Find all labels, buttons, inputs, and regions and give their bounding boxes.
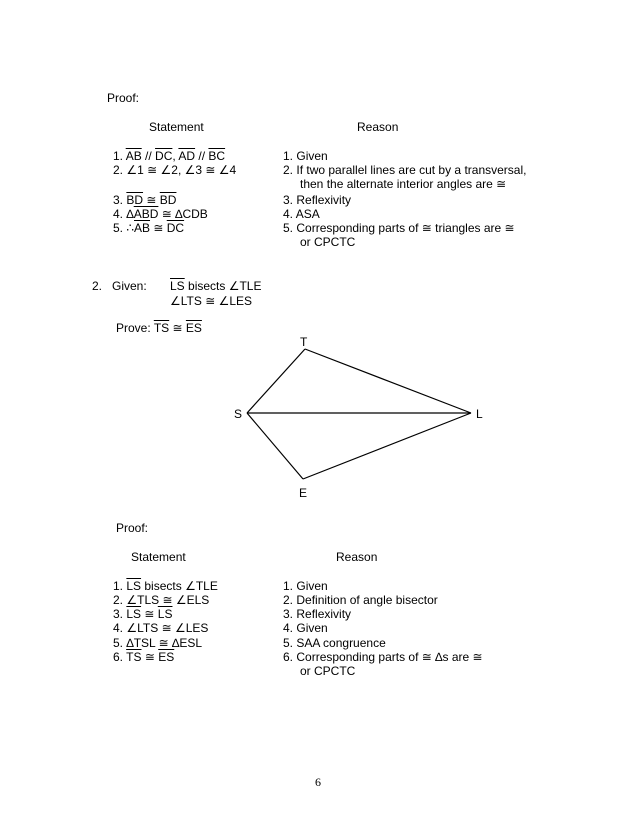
reason-text: Given [296,149,328,163]
parallel-symbol: // [195,149,209,163]
proof2-reason-5 [283,636,386,650]
segment: $\overline{LS}$ [157,607,173,621]
statement-text: ∠TLS ≅ ∠ELS [126,593,210,607]
triangle-name: $\overline{ABD}$ [133,207,159,221]
reason-text: Reflexivity [296,193,352,207]
segment: $\overline{BC}$ [208,149,226,163]
segment: $\overline{DC}$ [166,221,185,235]
statement-number: 2. [113,163,124,177]
segment: $\overline{DC}$ [155,149,173,163]
segment: $\overline{BD}$ [159,193,177,207]
proof2-statement-2 [113,593,209,607]
proof1-label: Proof: [107,91,140,105]
proof2-reason-3 [283,607,351,621]
reason-number: 6. [283,650,294,664]
statement-text: ∠1 ≅ ∠2, ∠3 ≅ ∠4 [126,163,237,177]
statement-text: ∆TSL ≅ ∆ESL [126,636,203,650]
proof1-reason-header: Reason [357,120,399,134]
vertex-label-S: S [234,407,243,421]
reason-text: Given [296,579,328,593]
parallel-symbol: // [141,149,156,163]
reason-number: 1. [283,149,294,163]
proof2-statement-header: Statement [131,550,186,564]
segment: $\overline{ES}$ [158,650,175,664]
reason-number: 2. [283,163,294,177]
vertex-label-E: E [299,486,308,500]
reason-number: 3. [283,193,294,207]
congruent-symbol: ≅ [143,193,160,207]
statement-number: 5. [113,221,124,235]
proof1-reason-5-continued: or CPCTC [300,235,356,249]
reason-number: 4. [283,207,294,221]
reason-text: SAA congruence [296,636,386,650]
segment: $\overline{LS}$ [170,279,185,293]
segment: $\overline{AB}$ [125,149,142,163]
reason-text: Reflexivity [296,607,352,621]
proof1-reason-2-continued: then the alternate interior angles are ≅ [300,177,507,191]
given-label: Given: [112,279,147,293]
statement-number: 4. [113,207,124,221]
statement-number: 6. [113,650,124,664]
given-2: ∠LTS ≅ ∠LES [170,294,253,308]
proof2-label: Proof: [116,521,149,535]
segment: $\overline{LS}$ [126,607,142,621]
problem-number: 2. [92,279,103,293]
reason-text: Given [296,621,328,635]
reason-number: 4. [283,621,294,635]
proof2-statement-4 [113,621,208,635]
congruent-symbol: ≅ [150,221,167,235]
proof2-reason-header: Reason [336,550,378,564]
statement-number: 2. [113,593,124,607]
proof2-reason-4 [283,621,328,635]
reason-number: 1. [283,579,294,593]
proof2-reason-6 [283,650,483,664]
segment: $\overline{BD}$ [126,193,144,207]
statement-number: 5. [113,636,124,650]
proof2-statement-5 [113,636,202,650]
proof2-statement-1 [113,579,218,593]
therefore-symbol: ∴ [126,221,134,235]
congruent-symbol: ≅ [169,321,186,335]
segment: $\overline{LS}$ [126,579,142,593]
statement-number: 3. [113,193,124,207]
statement-number: 1. [113,579,124,593]
reason-text: Corresponding parts of ≅ triangles are ≅ [296,221,515,235]
reason-number: 3. [283,607,294,621]
statement-text: bisects ∠TLE [141,579,218,593]
reason-number: 5. [283,221,294,235]
segment: $\overline{TS}$ [126,650,142,664]
page-number: 6 [315,775,321,789]
segment-SE [247,413,303,479]
proof2-reason-6-continued: or CPCTC [300,664,356,678]
triangle-symbol: ∆ [126,207,134,221]
statement-number: 4. [113,621,124,635]
segment-ST [247,349,305,413]
reason-number: 5. [283,636,294,650]
proof2-reason-1 [283,579,328,593]
statement-number: 3. [113,607,124,621]
congruent-symbol: ≅ [141,607,158,621]
segment-EL [303,413,471,479]
congruent-symbol: ≅ [141,650,159,664]
reason-number: 2. [283,593,294,607]
proof2-statement-3 [113,607,172,621]
statement-text: ∠LTS ≅ ∠LES [126,621,209,635]
separator: , [172,149,179,163]
statement-text: ≅ ∆CDB [158,207,208,221]
segment: $\overline{ES}$ [185,321,202,335]
given-text: bisects ∠TLE [184,279,262,293]
proof1-statement-header: Statement [149,120,204,134]
segment: $\overline{AB}$ [134,221,151,235]
reason-text: Definition of angle bisector [296,593,438,607]
vertex-label-T: T [300,335,308,349]
reason-text: If two parallel lines are cut by a transversal, [296,163,527,177]
vertex-label-L: L [476,407,483,421]
reason-text: Corresponding parts of ≅ ∆s are ≅ [296,650,483,664]
segment: $\overline{AD}$ [178,149,196,163]
reason-text: ASA [295,207,320,221]
segment: $\overline{TS}$ [153,321,170,335]
proof2-statement-6 [113,650,174,664]
segment-TL [305,349,471,413]
proof2-reason-2 [283,593,438,607]
prove-label: Prove: [116,321,151,335]
statement-number: 1. [113,149,124,163]
